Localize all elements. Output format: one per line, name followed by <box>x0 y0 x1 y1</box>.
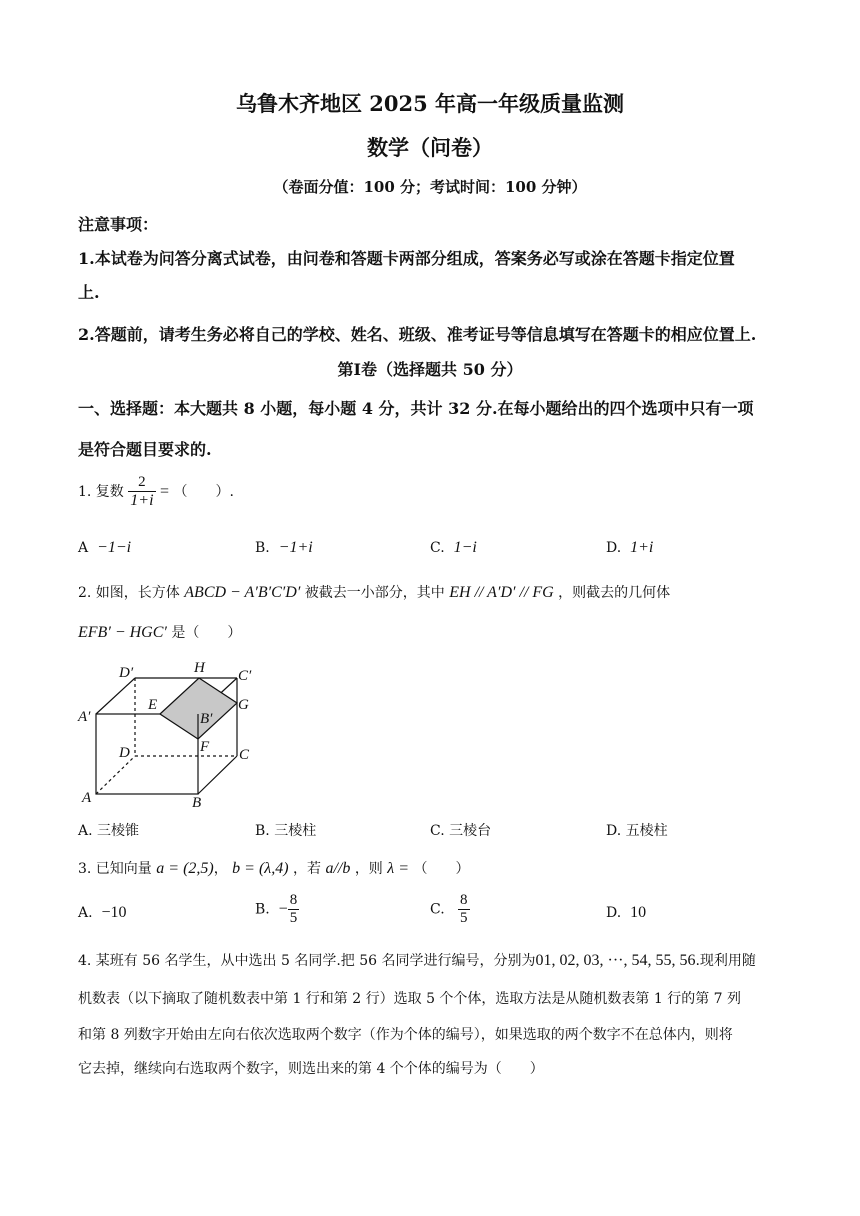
question-2-cont: EFB′ − HGC′ 是（ ） <box>78 624 242 641</box>
notice-heading: 注意事项： <box>78 215 159 234</box>
exam-subtitle: 数学（问卷） <box>367 135 493 160</box>
label-a-prime: A′ <box>78 709 91 725</box>
question-4: 4. 某班有 56 名学生，从中选出 5 名同学.把 56 名同学进行编号，分别为01, 02, 03, ···, 54, 55, 56.现利用随 <box>78 952 756 969</box>
question-2: 2. 如图，长方体 ABCD − A′B′C′D′ 被截去一小部分，其中 EH // A′D′ // FG ，则截去的几何体 <box>78 584 671 601</box>
q1-blank: （ ）. <box>173 484 234 500</box>
q3-option-b[interactable]: B. − $\frac{8}{5}$ <box>255 892 298 926</box>
label-d: D <box>119 745 130 761</box>
label-f: F <box>200 739 210 755</box>
q3-vector-b: b = (λ,4) <box>232 860 289 877</box>
label-c-prime: C′ <box>238 668 252 684</box>
question-4-line-4: 它去掉，继续向右选取两个数字，则选出来的第 4 个个体的编号为（ ） <box>78 1061 544 1077</box>
notice-item-2: 2.答题前，请考生务必将自己的学校、姓名、班级、准考证号等信息填写在答题卡的相应位置上. <box>78 325 757 344</box>
exam-title: 乌鲁木齐地区 2025 年高一年级质量监测 <box>235 91 625 116</box>
q3-option-d[interactable]: D. 10 <box>606 904 647 921</box>
question-4-line-2: 机数表（以下摘取了随机数表中第 1 行和第 2 行）选取 5 个个体，选取方法是从随机数表第 1 行的第 7 列 <box>78 991 742 1007</box>
q1-option-b[interactable]: B. −1+i <box>255 539 313 556</box>
q1-denominator: 1+i <box>130 492 154 509</box>
part1-instructions-cont: 是符合题目要求的. <box>78 440 212 459</box>
q2-parallel-condition: EH // A′D′ // FG <box>449 584 554 601</box>
q2-option-a[interactable]: A. 三棱锥 <box>78 823 140 839</box>
label-b-prime: B′ <box>200 711 213 727</box>
q1-option-d[interactable]: D. 1+i <box>606 539 654 556</box>
q2-option-c[interactable]: C. 三棱台 <box>430 823 492 839</box>
q4-number-range: 01, 02, 03, ···, 54, 55, 56 <box>535 952 696 969</box>
question-3: 3. 已知向量 a = (2,5)， b = (λ,4) ，若 a//b ，则 λ = （ ） <box>78 860 470 877</box>
q1-option-c[interactable]: C. 1−i <box>430 539 477 556</box>
q2-cuboid-name: ABCD − A′B′C′D′ <box>184 584 301 601</box>
q3-option-c[interactable]: C. $\frac{8}{5}$ <box>430 892 468 926</box>
label-h: H <box>194 660 205 676</box>
question-4-line-3: 和第 8 列数字开始由左向右依次选取两个数字（作为个体的编号），如果选取的两个数字不在总体内，则将 <box>78 1027 733 1043</box>
notice-item-1-cont: 上. <box>78 283 100 302</box>
volume-heading: 第Ⅰ卷（选择题共 50 分） <box>337 360 523 379</box>
q2-solid-name: EFB′ − HGC′ <box>78 624 167 641</box>
label-b: B <box>192 795 202 811</box>
cuboid-figure <box>74 655 264 815</box>
q1-option-a[interactable]: A −1−i <box>78 539 132 556</box>
part1-instructions: 一、选择题：本大题共 8 小题，每小题 4 分，共计 32 分.在每小题给出的四个选项中只有一项 <box>78 399 754 418</box>
label-e: E <box>148 697 158 713</box>
q3-condition: a//b <box>325 860 351 877</box>
edge-ad <box>96 756 135 794</box>
notice-item-1: 1.本试卷为问答分离式试卷，由问卷和答题卡两部分组成，答案务必写或涂在答题卡指定位置 <box>78 249 735 268</box>
question-1 <box>78 474 784 510</box>
q3-option-a[interactable]: A. −10 <box>78 904 127 921</box>
q1-numerator: 2 <box>128 474 155 492</box>
q3-vector-a: a = (2,5) <box>156 860 214 877</box>
q1-equals: = <box>159 483 169 500</box>
q3-lambda: λ = <box>387 860 409 877</box>
label-c: C <box>239 747 250 763</box>
q1-fraction <box>128 474 155 510</box>
q1-prefix: 1. 复数 <box>78 484 124 500</box>
label-g: G <box>238 697 249 713</box>
label-d-prime: D′ <box>119 665 134 681</box>
label-a: A <box>82 790 92 806</box>
q2-option-b[interactable]: B. 三棱柱 <box>255 823 317 839</box>
exam-info: （卷面分值：100 分；考试时间：100 分钟） <box>273 178 587 196</box>
q2-option-d[interactable]: D. 五棱柱 <box>606 823 668 839</box>
